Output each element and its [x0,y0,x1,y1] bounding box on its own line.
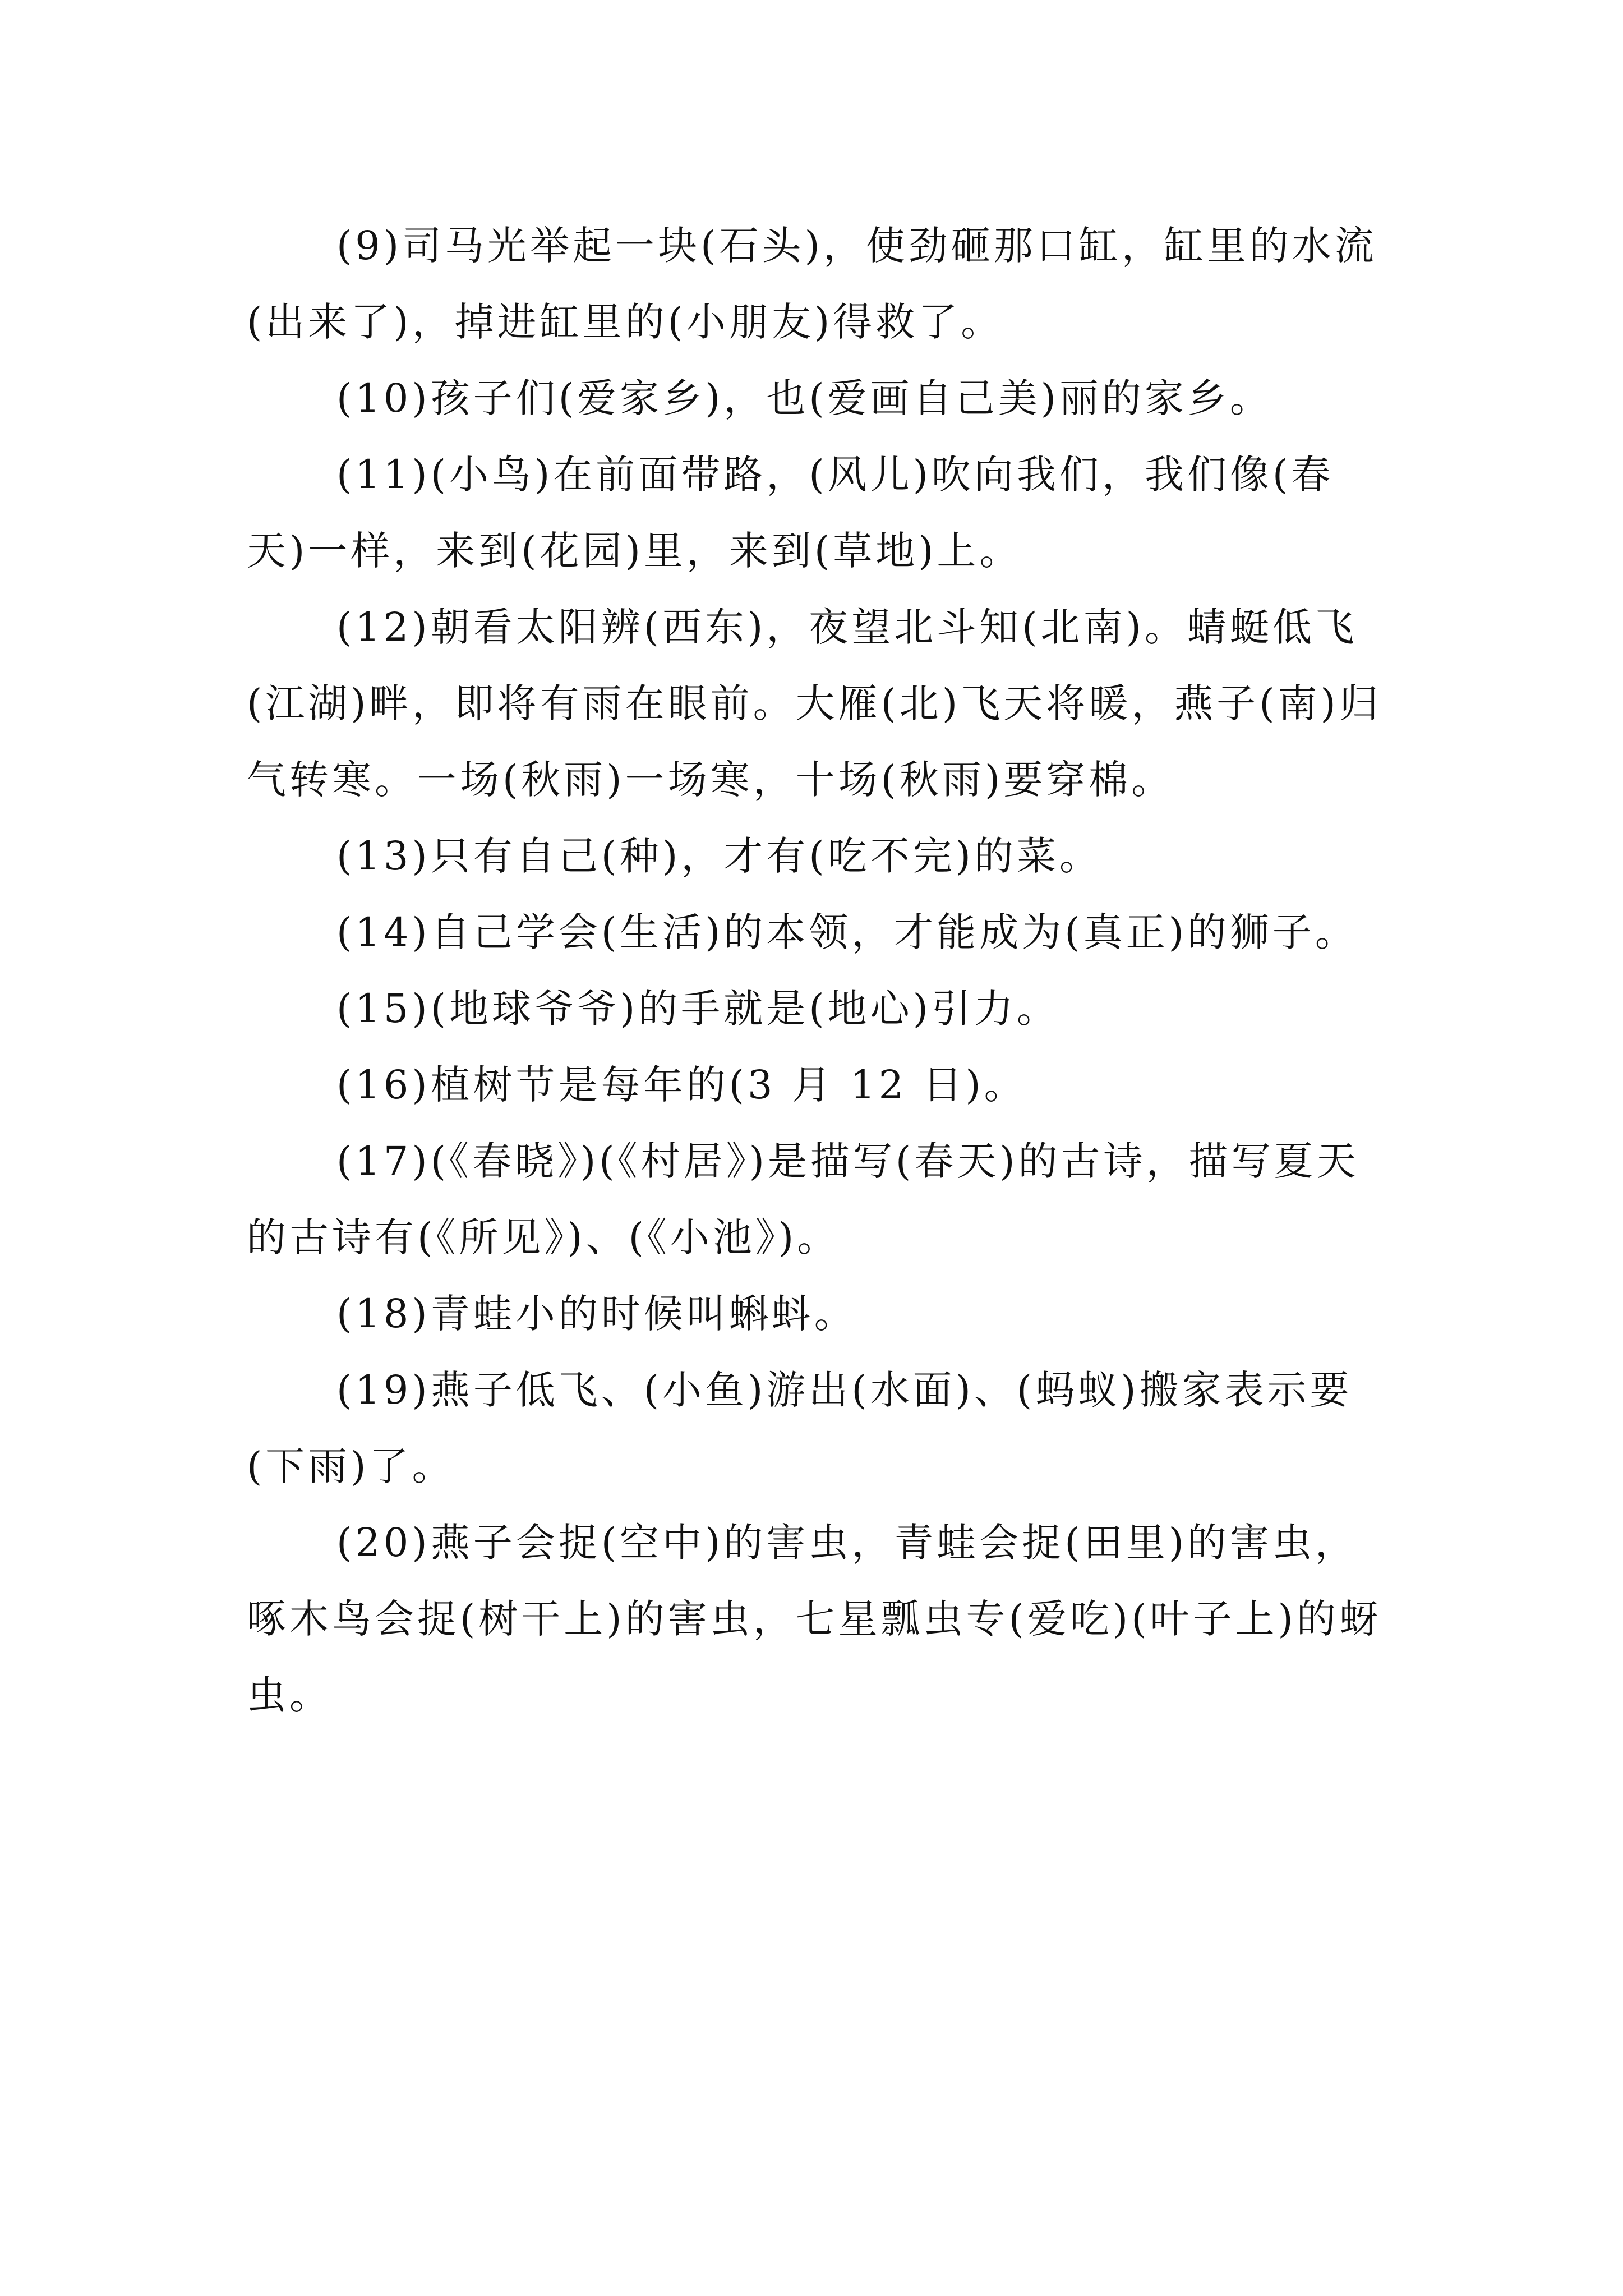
paragraph-16: (16)植树节是每年的(3 月 12 日)。 [336,1062,1027,1108]
paragraph-19: (19)燕子低飞、(小鱼)游出(水面)、(蚂蚁)搬家表示要(下雨)了。 [247,1367,1353,1489]
paragraph-9: (9)司马光举起一块(石头)，使劲砸那口缸，缸里的水流(出来了)，掉进缸里的(小朋友)得救了。 [247,223,1377,345]
paragraph-14: (14)自己学会(生活)的本领，才能成为(真正)的狮子。 [336,909,1358,955]
document-body [247,208,1391,1733]
paragraph-10: (10)孩子们(爱家乡)，也(爱画自己美)丽的家乡。 [336,375,1272,421]
paragraph-20: (20)燕子会捉(空中)的害虫，青蛙会捉(田里)的害虫，啄木鸟会捉(树干上)的害虫，七星瓢虫专(爱吃)(叶子上)的蚜虫。 [247,1520,1382,1718]
paragraph-17: (17)(《春晓》)(《村居》)是描写(春天)的古诗，描写夏天的古诗有(《所见》)、(《小池》)。 [247,1138,1359,1260]
paragraph-12: (12)朝看太阳辨(西东)，夜望北斗知(北南)。蜻蜓低飞(江湖)畔，即将有雨在眼前。大雁(北)飞天将暖，燕子(南)归气转寒。一场(秋雨)一场寒，十场(秋雨)要穿棉。 [247,604,1382,803]
paragraph-18: (18)青蛙小的时候叫蝌蚪。 [336,1291,857,1337]
paragraph-13: (13)只有自己(种)，才有(吃不完)的菜。 [336,833,1102,879]
paragraph-15: (15)(地球爷爷)的手就是(地心)引力。 [336,986,1059,1032]
paragraph-11: (11)(小鸟)在前面带路，(风儿)吹向我们，我们像(春天)一样，来到(花园)里，来到(草地)上。 [247,452,1334,574]
